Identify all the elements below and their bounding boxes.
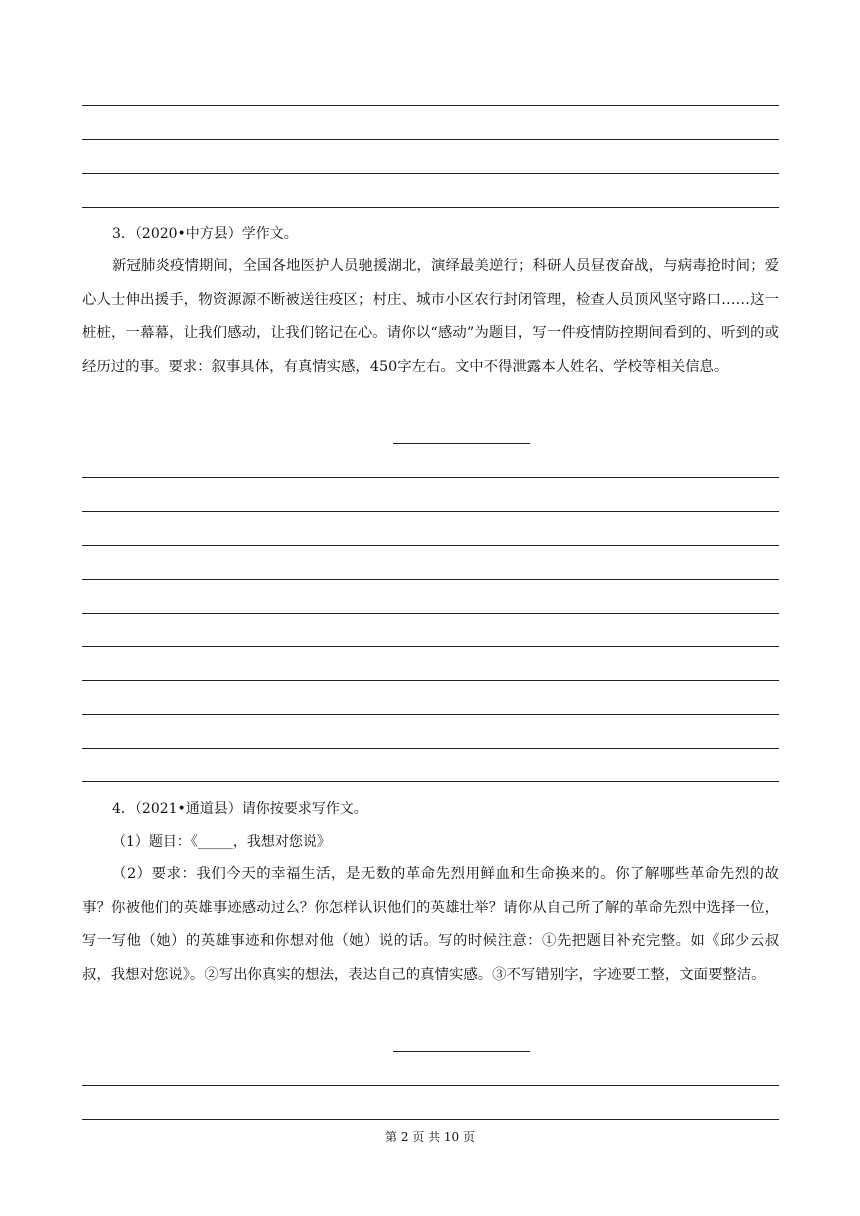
- answer-line: [82, 646, 779, 647]
- question-3-heading: 3．（2020•中方县）学作文。: [112, 226, 298, 242]
- question-3-body: 新冠肺炎疫情期间，全国各地医护人员驰援湖北，演绎最美逆行；科研人员昼夜奋战，与病毒抢时间；爱心人士伸出援手，物资源源不断被送往疫区；村庄、城市小区农行封闭管理，检查人员顶风坚守路口……这一桩桩，一幕幕，让我们感动，让我们铭记在心。请你以“感动”为题目，写一件疫情防控期间看到的、听到的或经历过的事。要求：叙事具体，有真情实感，450字左右。文中不得泄露本人姓名、学校等相关信息。: [82, 258, 779, 375]
- answer-line: [82, 511, 779, 512]
- question-4-item-1: （1）题目：《_____，我想对您说》: [112, 834, 331, 850]
- answer-line: [82, 1119, 779, 1120]
- question-4-item-2: （2）要求：我们今天的幸福生活，是无数的革命先烈用鲜血和生命换来的。你了解哪些革命先烈的故事？你被他们的英雄事迹感动过么？你怎样认识他们的英雄壮举？请你从自己所了解的革命先烈中选择一位，写一写他（她）的英雄事迹和你想对他（她）说的话。写的时候注意：①先把题目补充完整。如《邱少云叔叔，我想对您说》。②写出你真实的想法，表达自己的真情实感。③不写错别字，字迹要工整，文面要整洁。: [82, 866, 779, 983]
- answer-line: [82, 680, 779, 681]
- question-4-heading: 4．（2021•通道县）请你按要求写作文。: [112, 801, 368, 817]
- essay-title-line: [393, 443, 530, 444]
- answer-line: [82, 613, 779, 614]
- answer-line: [82, 139, 779, 140]
- answer-line: [82, 545, 779, 546]
- answer-line: [82, 579, 779, 580]
- page-footer: 第 2 页 共 10 页: [385, 1130, 475, 1144]
- answer-line: [82, 781, 779, 782]
- answer-line: [82, 105, 779, 106]
- answer-line: [82, 173, 779, 174]
- answer-line: [82, 748, 779, 749]
- answer-line: [82, 207, 779, 208]
- answer-line: [82, 714, 779, 715]
- essay-title-line: [393, 1051, 530, 1052]
- answer-line: [82, 1085, 779, 1086]
- answer-line: [82, 477, 779, 478]
